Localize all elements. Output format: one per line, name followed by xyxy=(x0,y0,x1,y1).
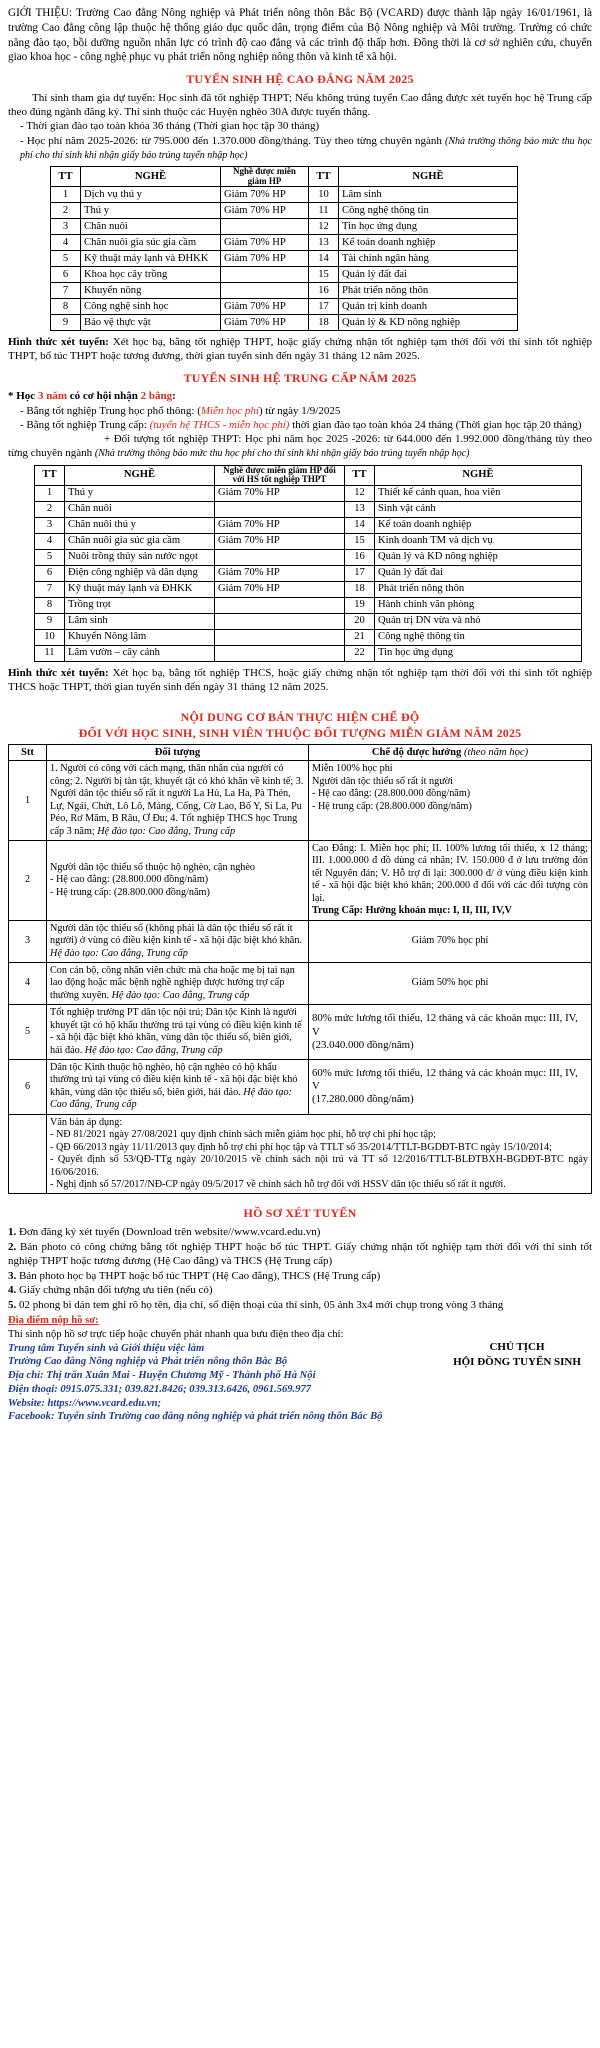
header-nghe: NGHỀ xyxy=(81,167,221,187)
header-tt-2: TT xyxy=(345,465,375,485)
row-stt: 3 xyxy=(9,920,47,962)
header-mien-giam: Nghề được miễn giảm HP đối với HS tốt nghiệp THPT xyxy=(215,465,345,485)
row-tt: 4 xyxy=(51,235,81,251)
row-tt-2: 21 xyxy=(345,629,375,645)
cao-dang-tuition-note: (Nhà trường thông báo mức thu học phí cho thí sinh khi nhận giấy báo trúng tuyển nhập học) xyxy=(20,135,592,161)
trung-cap-degree-1 xyxy=(8,404,592,418)
header-stt: Stt xyxy=(9,745,47,761)
row-2-cao-dang: Cao Đẳng: I. Miễn học phí; II. 100% lương tối thiểu, x 12 tháng; III. 1.000.000 đ đồ dùng cá nhân; IV. 150.000 đ ở lưu trường đón tết Nguyên đán; V. Hỗ trợ đi lại: 300.000 đ/ ở vùng điều kiện kinh tế - xã hội đặc biệt khó khăn; 200.000 đ đối với các đối tượng còn lại. xyxy=(312,843,588,904)
row-nghe: Chăn nuôi gia súc gia cầm xyxy=(65,533,215,549)
row-stt: 2 xyxy=(9,841,47,921)
row-nghe-2: Tin học ứng dụng xyxy=(339,219,518,235)
row-tt: 6 xyxy=(35,565,65,581)
row-nghe-2: Quản lý đất đai xyxy=(375,565,582,581)
row-stt: 6 xyxy=(9,1060,47,1115)
row-tt: 6 xyxy=(51,267,81,283)
row-nghe: Công nghệ sinh học xyxy=(81,299,221,315)
table-row xyxy=(9,761,592,841)
row-tt: 7 xyxy=(51,283,81,299)
row-mien-giam xyxy=(215,549,345,565)
cao-dang-eligibility: Thí sinh tham gia dự tuyển: Học sinh đã tốt nghiệp THPT; Nếu không trúng tuyển Cao đẳng được xét tuyển học hệ Trung cấp theo đúng ngành đăng ký. Thí sinh thuộc các Huyện nghèo 30A được tuyển thẳng. xyxy=(8,91,592,119)
trung-cap-thpt-tuition xyxy=(8,432,592,461)
row-doi-tuong xyxy=(47,1060,309,1115)
row-mien-giam: Giảm 70% HP xyxy=(221,203,309,219)
list-item xyxy=(8,1240,592,1269)
header-nghe-2: NGHỀ xyxy=(339,167,518,187)
section-title-che-do-2: ĐỐI VỚI HỌC SINH, SINH VIÊN THUỘC ĐỐI TƯỢNG MIỄN GIẢM NĂM 2025 xyxy=(78,725,522,740)
cao-dang-duration: - Thời gian đào tạo toàn khóa 36 tháng (Thời gian học tập 30 tháng) xyxy=(20,120,320,133)
legal-item: - Quyết định số 53/QĐ-TTg ngày 20/10/2015 về chính sách nội trú và TT số 12/2016/TTLT-BLĐTBXH-BGDĐT-BTC ngày 16/06/2016. xyxy=(50,1154,588,1178)
table-header-row xyxy=(51,167,518,187)
row-stt: 1 xyxy=(9,761,47,841)
row-nghe-2: Lâm sinh xyxy=(339,187,518,203)
row-2-trung-cap: Trung Cấp: Hưởng khoản mục: I, II, III, IV,V xyxy=(312,905,512,917)
list-item xyxy=(8,1298,592,1313)
row-mien-giam: Giảm 70% HP xyxy=(221,235,309,251)
legal-item: - QĐ 66/2013 ngày 11/11/2013 quy định hỗ trợ chi phí học tập và TTLT số 35/2014/TTLT-BGDĐT-BTC ngày 15/10/2014; xyxy=(50,1141,552,1153)
table-row xyxy=(35,549,582,565)
row-nghe-2: Kế toán doanh nghiệp xyxy=(339,235,518,251)
header-doi-tuong: Đối tượng xyxy=(47,745,309,761)
row-nghe-2: Quản lý đất đai xyxy=(339,267,518,283)
row-tt-2: 20 xyxy=(345,613,375,629)
row-tt-2: 12 xyxy=(345,485,375,501)
cao-dang-tuition-text: - Học phí năm 2025-2026: từ 795.000 đến 1.370.000 đồng/tháng. Tùy theo từng chuyên ngành xyxy=(20,134,442,147)
list-item xyxy=(8,1225,592,1240)
row-nghe: Chăn nuôi xyxy=(81,219,221,235)
row-tt: 8 xyxy=(51,299,81,315)
row-tt: 3 xyxy=(51,219,81,235)
row-nghe-2: Thiết kế cảnh quan, hoa viên xyxy=(375,485,582,501)
headline-part: : xyxy=(172,390,176,403)
headline-2-degrees: 2 bằng xyxy=(140,390,173,403)
trung-cap-table-body xyxy=(35,485,582,661)
row-nghe: Thú y xyxy=(65,485,215,501)
row-che-do xyxy=(309,841,592,921)
row-tt-2: 13 xyxy=(345,501,375,517)
row-tt-2: 18 xyxy=(309,315,339,331)
row-5-object: Tốt nghiệp trường PT dân tộc nội trú; Dân tộc Kinh là người khuyết tật có hộ khẩu thường trú tại vùng có điều kiện kinh tế - xã hội đặc biệt khó khăn, vùng dân tộc thiểu số, biên giới, hải đảo. xyxy=(50,1007,302,1056)
section-title-che-do-1: NỘI DUNG CƠ BẢN THỰC HIỆN CHẾ ĐỘ xyxy=(180,710,420,725)
row-nghe: Thú y xyxy=(81,203,221,219)
footer xyxy=(8,1314,592,1424)
table-row xyxy=(9,1060,592,1115)
header-mien-giam: Nghề được miễn giảm HP xyxy=(221,167,309,187)
legal-title: Văn bản áp dụng: xyxy=(50,1116,123,1128)
item-text: 02 phong bì dán tem ghi rõ họ tên, địa chỉ, số điện thoại của thí sinh, 05 ảnh 3x4 mới chụp trong vòng 3 tháng xyxy=(16,1298,504,1311)
row-mien-giam: Giảm 70% HP xyxy=(221,251,309,267)
row-tt: 2 xyxy=(51,203,81,219)
row-tt: 5 xyxy=(51,251,81,267)
row-doi-tuong xyxy=(47,1005,309,1060)
item-text: Đơn đăng ký xét tuyển (Download trên website//www.vcard.edu.vn) xyxy=(16,1226,321,1238)
row-nghe-2: Tin học ứng dụng xyxy=(375,645,582,661)
row-6-object: Dân tộc Kinh thuộc hộ nghèo, hộ cận nghèo có hộ khẩu thường trú tại vùng có điều kiện kinh tế - xã hội đặc biệt khó khăn, vùng dân tộc thiểu số, biên giới, hải đảo. xyxy=(50,1062,298,1098)
row-doi-tuong xyxy=(47,962,309,1004)
row-tt: 8 xyxy=(35,597,65,613)
row-nghe-2: Công nghệ thông tin xyxy=(339,203,518,219)
row-tt: 9 xyxy=(35,613,65,629)
row-tt-2: 17 xyxy=(309,299,339,315)
row-tt: 10 xyxy=(35,629,65,645)
header-che-do-note: (theo năm học) xyxy=(464,747,529,759)
row-mien-giam: Giảm 70% HP xyxy=(221,315,309,331)
row-tt: 7 xyxy=(35,581,65,597)
row-mien-giam: Giảm 70% HP xyxy=(215,517,345,533)
row-mien-giam xyxy=(221,267,309,283)
headline-3-years: 3 năm xyxy=(37,390,67,403)
legal-item: - NĐ 81/2021 ngày 27/08/2021 quy định chính sách miễn giảm học phí, hỗ trợ chi phí học tập; xyxy=(50,1129,436,1141)
row-tt-2: 14 xyxy=(309,251,339,267)
row-nghe: Nuôi trồng thủy sản nước ngọt xyxy=(65,549,215,565)
section-title-trung-cap: TUYỂN SINH HỆ TRUNG CẤP NĂM 2025 xyxy=(183,370,417,385)
row-mien-giam: Giảm 70% HP xyxy=(221,299,309,315)
row-tt: 4 xyxy=(35,533,65,549)
degree-1-text: - Bằng tốt nghiệp Trung học phổ thông: ( xyxy=(20,404,201,417)
item-number: 2. xyxy=(8,1240,17,1253)
row-tt-2: 17 xyxy=(345,565,375,581)
table-row xyxy=(9,920,592,962)
item-text: Bản photo có công chứng bằng tốt nghiệp THPT hoặc bổ túc THPT. Giấy chứng nhận tốt nghiệp tạm thời đối với thí sinh tốt nghiệp THPT hoặc tương đương (Hệ Cao đẳng) và THCS (Hệ Trung cấp) xyxy=(8,1240,592,1268)
place-text: Thí sinh nộp hồ sơ trực tiếp hoặc chuyển phát nhanh qua bưu điện theo địa chỉ: xyxy=(8,1328,344,1340)
degree-2-duration: thời gian đào tạo toàn khóa 24 tháng (Thời gian học tập 20 tháng) xyxy=(289,418,582,431)
contact-school: Trường Cao đẳng Nông nghiệp và Phát triển nông thôn Bắc Bộ xyxy=(8,1356,288,1368)
row-che-do: 60% mức lương tối thiểu, 12 tháng và các khoản mục: III, IV, V (17.280.000 đồng/năm) xyxy=(309,1060,592,1115)
thpt-tuition-note: (Nhà trường thông báo mức thu học phí cho thí sinh khi nhận giấy báo trúng tuyển nhập học) xyxy=(94,448,470,460)
row-stt: 5 xyxy=(9,1005,47,1060)
section-title-cao-dang: TUYỂN SINH HỆ CAO ĐẲNG NĂM 2025 xyxy=(186,72,414,87)
table-row xyxy=(35,565,582,581)
table-row xyxy=(9,1114,592,1194)
item-text: Giấy chứng nhận đối tượng ưu tiên (nếu có) xyxy=(16,1284,213,1297)
contact-phone: Điện thoại: 0915.075.331; 039.821.8426; 039.313.6426, 0961.569.977 xyxy=(8,1383,312,1395)
row-nghe: Trồng trọt xyxy=(65,597,215,613)
table-row xyxy=(9,962,592,1004)
row-nghe: Khuyến Nông lâm xyxy=(65,629,215,645)
row-1-note: Hệ đào tạo: Cao đẳng, Trung cấp xyxy=(97,825,236,837)
table-row xyxy=(35,597,582,613)
row-tt-2: 18 xyxy=(345,581,375,597)
row-tt-2: 12 xyxy=(309,219,339,235)
row-3-object: Người dân tộc thiểu số (không phải là dân tộc thiểu số rất ít người) ở vùng có điều kiện kinh tế - xã hội đặc biệt khó khăn. xyxy=(50,922,302,947)
row-tt-2: 15 xyxy=(309,267,339,283)
row-mien-giam: Giảm 70% HP xyxy=(215,533,345,549)
header-tt: TT xyxy=(51,167,81,187)
row-tt: 11 xyxy=(35,645,65,661)
header-nghe: NGHỀ xyxy=(65,465,215,485)
contact-address: Địa chỉ: Thị trấn Xuân Mai - Huyện Chương Mỹ - Thành phố Hà Nội xyxy=(8,1370,316,1382)
row-tt: 3 xyxy=(35,517,65,533)
trung-cap-degree-2 xyxy=(8,418,592,432)
trung-cap-majors-table xyxy=(34,465,582,662)
trung-cap-form-text: Xét học bạ, bằng tốt nghiệp THCS, hoặc giấy chứng nhận tốt nghiệp tạm thời đối với thí sinh tốt nghiệp THCS hoặc THPT, thời gian tuyển sinh đến ngày 31 tháng 12 năm 2025. xyxy=(8,666,592,693)
signature-title: CHỦ TỊCH xyxy=(489,1341,545,1354)
row-doi-tuong xyxy=(47,761,309,841)
row-stt: 4 xyxy=(9,962,47,1004)
row-mien-giam: Giảm 70% HP xyxy=(215,485,345,501)
benefits-table xyxy=(8,744,592,1194)
row-tt-2: 15 xyxy=(345,533,375,549)
contact-facebook[interactable]: Facebook: Tuyển sinh Trường cao đẳng nông nghiệp và phát triển nông thôn Bắc Bộ xyxy=(8,1411,383,1423)
row-nghe-2: Quản lý và KD nông nghiệp xyxy=(375,549,582,565)
legal-item: - Nghị định số 57/2017/NĐ-CP ngày 09/5/2017 về chính sách hỗ trợ đối với HSSV dân tộc thiểu số rất ít người. xyxy=(50,1178,506,1190)
row-1-object: 1. Người có công với cách mạng, thân nhân của người có công; 2. Người bị tàn tật, khuyết tật có khó khăn về kinh tế; 3. Người dân tộc thiểu số rất ít người La Hủ, La Ha, Pà Thẻn, Lự, Ngái, Chứt, Lô Lô, Mảng, Cống, Cờ Lao, Bố Y, Si La, Pu Péo, Rơ Măm, B Râu, Ơ Đu; 4. Tốt nghiệp THCS học Trung cấp 3 năm; xyxy=(50,763,304,837)
row-4-object: Con cán bộ, công nhân viên chức mà cha hoặc mẹ bị tai nạn lao động hoặc mắc bệnh nghề nghiệp được hưởng trợ cấp thường xuyên. xyxy=(50,964,295,1001)
cao-dang-form-label: Hình thức xét tuyển: xyxy=(8,336,109,349)
table-row xyxy=(51,203,518,219)
trung-cap-form-label: Hình thức xét tuyển: xyxy=(8,666,109,679)
table-row xyxy=(51,251,518,267)
row-che-do: 80% mức lương tối thiểu, 12 tháng và các khoản mục: III, IV, V (23.040.000 đồng/năm) xyxy=(309,1005,592,1060)
thpt-tuition-text: + Đối tượng tốt nghiệp THPT: Học phí năm học 2025 -2026: từ 644.000 đến 1.992.000 đồng/tháng tùy theo từng chuyên ngành xyxy=(8,433,592,460)
cao-dang-tuition xyxy=(8,134,592,163)
item-number: 4. xyxy=(8,1284,17,1297)
row-tt: 1 xyxy=(51,187,81,203)
row-stt xyxy=(9,1114,47,1194)
row-nghe: Chăn nuôi thú y xyxy=(65,517,215,533)
signature-block xyxy=(442,1314,592,1424)
header-tt: TT xyxy=(35,465,65,485)
row-tt: 9 xyxy=(51,315,81,331)
table-row xyxy=(35,581,582,597)
section-title-ho-so: HỒ SƠ XÉT TUYỂN xyxy=(243,1206,357,1221)
row-tt-2: 16 xyxy=(345,549,375,565)
cao-dang-majors-table xyxy=(50,166,518,331)
row-tt-2: 13 xyxy=(309,235,339,251)
row-tt-2: 19 xyxy=(345,597,375,613)
degree-2-free: (tuyển hệ THCS - miễn học phí) xyxy=(149,418,290,431)
row-mien-giam: Giảm 70% HP xyxy=(221,187,309,203)
row-nghe: Kỹ thuật máy lạnh và ĐHKK xyxy=(81,251,221,267)
row-nghe: Kỹ thuật máy lạnh và ĐHKK xyxy=(65,581,215,597)
row-nghe-2: Công nghệ thông tin xyxy=(375,629,582,645)
row-tt-2: 22 xyxy=(345,645,375,661)
contact-website[interactable]: Website: https://www.vcard.edu.vn; xyxy=(8,1397,162,1409)
row-tt-2: 11 xyxy=(309,203,339,219)
table-row xyxy=(9,841,592,921)
item-number: 1. xyxy=(8,1226,17,1238)
row-mien-giam xyxy=(215,501,345,517)
table-row xyxy=(51,219,518,235)
row-nghe: Chăn nuôi xyxy=(65,501,215,517)
signature-council: HỘI ĐỒNG TUYỂN SINH xyxy=(453,1355,581,1368)
item-number: 5. xyxy=(8,1298,17,1311)
row-mien-giam xyxy=(215,629,345,645)
place-label: Địa điểm nộp hồ sơ: xyxy=(8,1315,99,1327)
row-nghe-2: Kế toán doanh nghiệp xyxy=(375,517,582,533)
row-nghe: Chăn nuôi gia súc gia cầm xyxy=(81,235,221,251)
row-nghe-2: Quản trị DN vừa và nhỏ xyxy=(375,613,582,629)
row-nghe-2: Phát triển nông thôn xyxy=(339,283,518,299)
documents-list xyxy=(8,1225,592,1312)
row-3-note: Hệ đào tạo: Cao đẳng, Trung cấp xyxy=(50,947,188,959)
row-doi-tuong: Người dân tộc thiểu số thuộc hộ nghèo, cận nghèo - Hệ cao đẳng: (28.800.000 đồng/năm) - Hệ trung cấp: (28.800.000 đồng/năm) xyxy=(47,841,309,921)
row-nghe-2: Kinh doanh TM và dịch vụ xyxy=(375,533,582,549)
header-che-do-text: Chế độ được hưởng xyxy=(371,747,462,759)
list-item xyxy=(8,1283,592,1298)
row-nghe-2: Sinh vật cảnh xyxy=(375,501,582,517)
table-header-row xyxy=(35,465,582,485)
row-nghe: Khoa học cây trồng xyxy=(81,267,221,283)
row-nghe-2: Tài chính ngân hàng xyxy=(339,251,518,267)
cao-dang-form-text: Xét học bạ, bằng tốt nghiệp THPT, hoặc giấy chứng nhận tốt nghiệp tạm thời đối với thí sinh tốt nghiệp THPT, bổ túc THPT hoặc tương đương, thời gian tuyển sinh đến ngày 31 tháng 12 năm 2025. xyxy=(8,336,592,363)
table-row xyxy=(35,613,582,629)
item-text: Bản photo học bạ THPT hoặc bổ túc THPT (Hệ Cao đẳng), THCS (Hệ Trung cấp) xyxy=(16,1269,381,1282)
contact-block xyxy=(8,1314,428,1424)
row-nghe-2: Quản lý & KD nông nghiệp xyxy=(339,315,518,331)
headline-part: * Học xyxy=(8,390,38,403)
contact-center: Trung tâm Tuyển sinh và Giới thiệu việc làm xyxy=(8,1342,205,1354)
table-row xyxy=(35,645,582,661)
table-row xyxy=(35,533,582,549)
row-mien-giam xyxy=(215,613,345,629)
row-nghe-2: Hành chính văn phòng xyxy=(375,597,582,613)
row-mien-giam: Giảm 70% HP xyxy=(215,581,345,597)
row-doi-tuong xyxy=(47,920,309,962)
row-tt: 5 xyxy=(35,549,65,565)
row-5-note: Hệ đào tạo: Cao đẳng, Trung cấp xyxy=(84,1044,223,1056)
row-nghe: Khuyến nông xyxy=(81,283,221,299)
row-che-do: Miễn 100% học phí Người dân tộc thiểu số rất ít người - Hệ cao đẳng: (28.800.000 đồng/năm) - Hệ trung cấp: (28.800.000 đồng/năm) xyxy=(309,761,592,841)
row-mien-giam: Giảm 70% HP xyxy=(215,565,345,581)
table-row xyxy=(51,235,518,251)
row-mien-giam xyxy=(215,645,345,661)
row-che-do: Giảm 70% học phí xyxy=(309,920,592,962)
table-row xyxy=(51,315,518,331)
table-row xyxy=(51,299,518,315)
row-tt-2: 10 xyxy=(309,187,339,203)
headline-part: có cơ hội nhận xyxy=(66,390,141,403)
header-tt-2: TT xyxy=(309,167,339,187)
row-4-note: Hệ đào tạo: Cao đẳng, Trung cấp xyxy=(111,989,250,1001)
row-mien-giam xyxy=(215,597,345,613)
row-mien-giam xyxy=(221,283,309,299)
degree-1-date: ) từ ngày 1/9/2025 xyxy=(258,404,341,417)
table-row xyxy=(51,283,518,299)
cao-dang-table-body xyxy=(51,187,518,331)
row-mien-giam xyxy=(221,219,309,235)
degree-1-free: Miễn học phí xyxy=(200,404,259,417)
list-item xyxy=(8,1269,592,1284)
degree-2-text: - Bằng tốt nghiệp Trung cấp: xyxy=(20,418,150,431)
table-row xyxy=(35,485,582,501)
row-che-do: Giảm 50% học phí xyxy=(309,962,592,1004)
row-nghe: Điện công nghiệp và dân dụng xyxy=(65,565,215,581)
trung-cap-form xyxy=(8,666,592,695)
header-nghe-2: NGHỀ xyxy=(375,465,582,485)
intro-paragraph: GIỚI THIỆU: Trường Cao đẳng Nông nghiệp và Phát triển nông thôn Bắc Bộ (VCARD) được thành lập ngày 16/01/1961, là trường Cao đẳng công lập thuộc hệ thống giáo dục quốc dân, trọng điểm của Bộ Nông nghiệp và Môi trường. Trường có chức năng đào tạo, bồi dưỡng nguồn nhân lực có trình độ cao đẳng và các trình độ thấp hơn. Đồng thời là cơ sở nghiên cứu, chuyển giao khoa học - công nghệ phục vụ phát triển nông nghiệp nông thôn và kinh tế xã hội. xyxy=(8,7,592,64)
item-number: 3. xyxy=(8,1269,17,1282)
cao-dang-form xyxy=(8,335,592,364)
row-tt-2: 14 xyxy=(345,517,375,533)
row-nghe: Lâm sinh xyxy=(65,613,215,629)
table-row xyxy=(35,629,582,645)
legal-documents-cell xyxy=(47,1114,592,1194)
row-nghe: Bảo vệ thực vật xyxy=(81,315,221,331)
row-nghe-2: Quản trị kinh doanh xyxy=(339,299,518,315)
row-tt: 1 xyxy=(35,485,65,501)
table-row xyxy=(35,501,582,517)
row-nghe: Dịch vụ thú y xyxy=(81,187,221,203)
row-tt-2: 16 xyxy=(309,283,339,299)
table-row xyxy=(51,187,518,203)
row-nghe: Lâm vườn – cây cảnh xyxy=(65,645,215,661)
table-row xyxy=(51,267,518,283)
row-tt: 2 xyxy=(35,501,65,517)
row-nghe-2: Phát triển nông thôn xyxy=(375,581,582,597)
table-row xyxy=(35,517,582,533)
header-che-do xyxy=(309,745,592,761)
trung-cap-headline xyxy=(8,389,592,403)
row-6-note: Hệ đào tạo: Cao đẳng, Trung cấp xyxy=(50,1086,292,1111)
table-header-row xyxy=(9,745,592,761)
table-row xyxy=(9,1005,592,1060)
